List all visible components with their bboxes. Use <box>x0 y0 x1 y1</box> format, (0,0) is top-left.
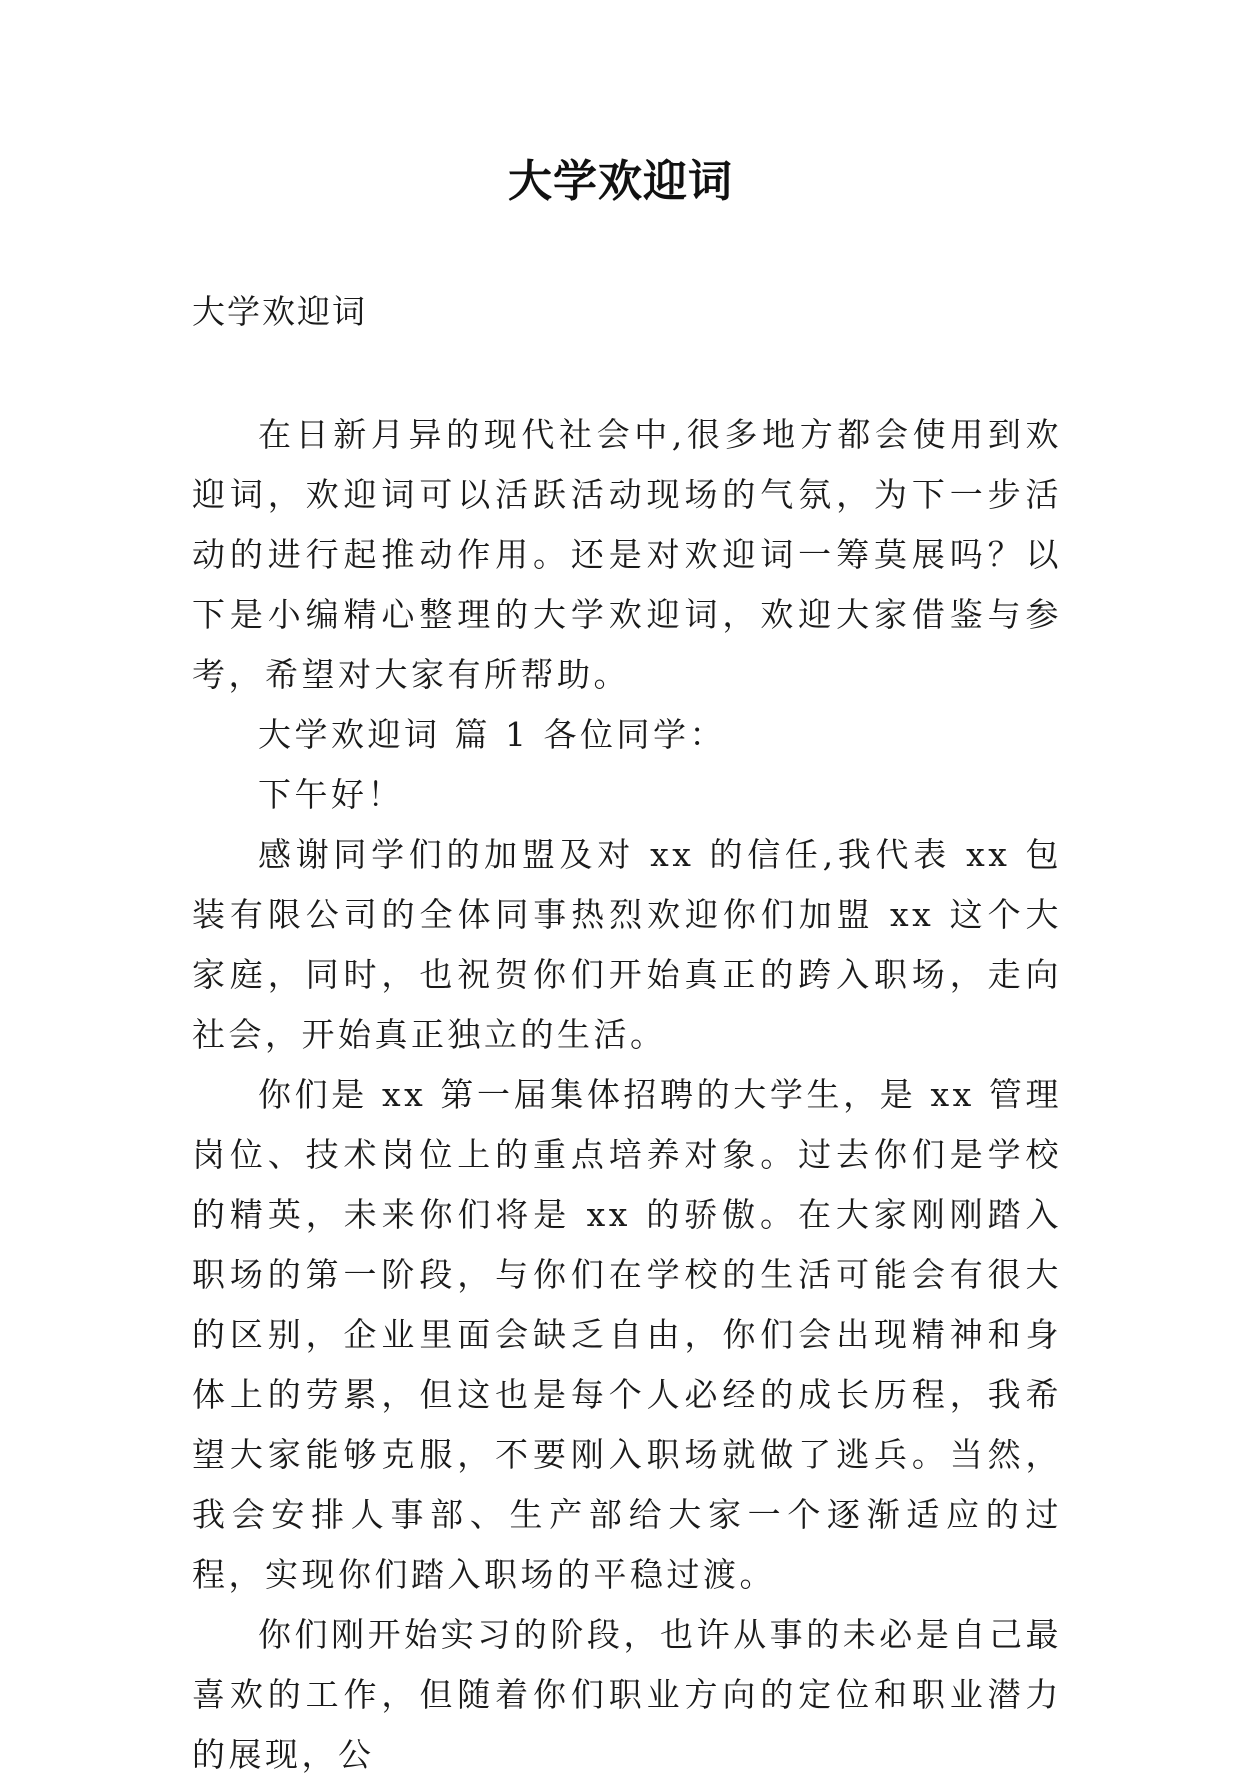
paragraph: 下午好！ <box>258 775 404 814</box>
paragraph: 你们是 xx 第一届集体招聘的大学生，是 xx 管理岗位、技术岗位上的重点培养对象。过去你们是学校的精英，未来你们将是 xx 的骄傲。在大家刚刚踏入职场的第一阶段，与你们在学校的生活可能会有很大的区别，企业里面会缺乏自由，你们会出现精神和身体上的劳累，但这也是每个人必经的成长历程，我希望大家能够克服，不要刚入职场就做了逃兵。当然，我会安排人事部、生产部给大家一个逐渐适应的过程，实现你们踏入职场的平稳过渡。 <box>192 1075 1062 1594</box>
document-subtitle: 大学欢迎词 <box>192 292 367 331</box>
document-body <box>192 405 1062 1785</box>
document-title: 大学欢迎词 <box>508 156 733 207</box>
paragraph: 你们刚开始实习的阶段，也许从事的未必是自己最喜欢的工作，但随着你们职业方向的定位和职业潜力的展现，公 <box>192 1615 1062 1774</box>
paragraph: 大学欢迎词 篇 1 各位同学： <box>258 715 726 754</box>
paragraph: 感谢同学们的加盟及对 xx 的信任,我代表 xx 包装有限公司的全体同事热烈欢迎你们加盟 xx 这个大家庭，同时，也祝贺你们开始真正的跨入职场，走向社会，开始真正独立的生活。 <box>192 835 1062 1054</box>
paragraph: 在日新月异的现代社会中,很多地方都会使用到欢迎词，欢迎词可以活跃活动现场的气氛，为下一步活动的进行起推动作用。还是对欢迎词一筹莫展吗？以下是小编精心整理的大学欢迎词，欢迎大家借鉴与参考，希望对大家有所帮助。 <box>192 415 1062 694</box>
